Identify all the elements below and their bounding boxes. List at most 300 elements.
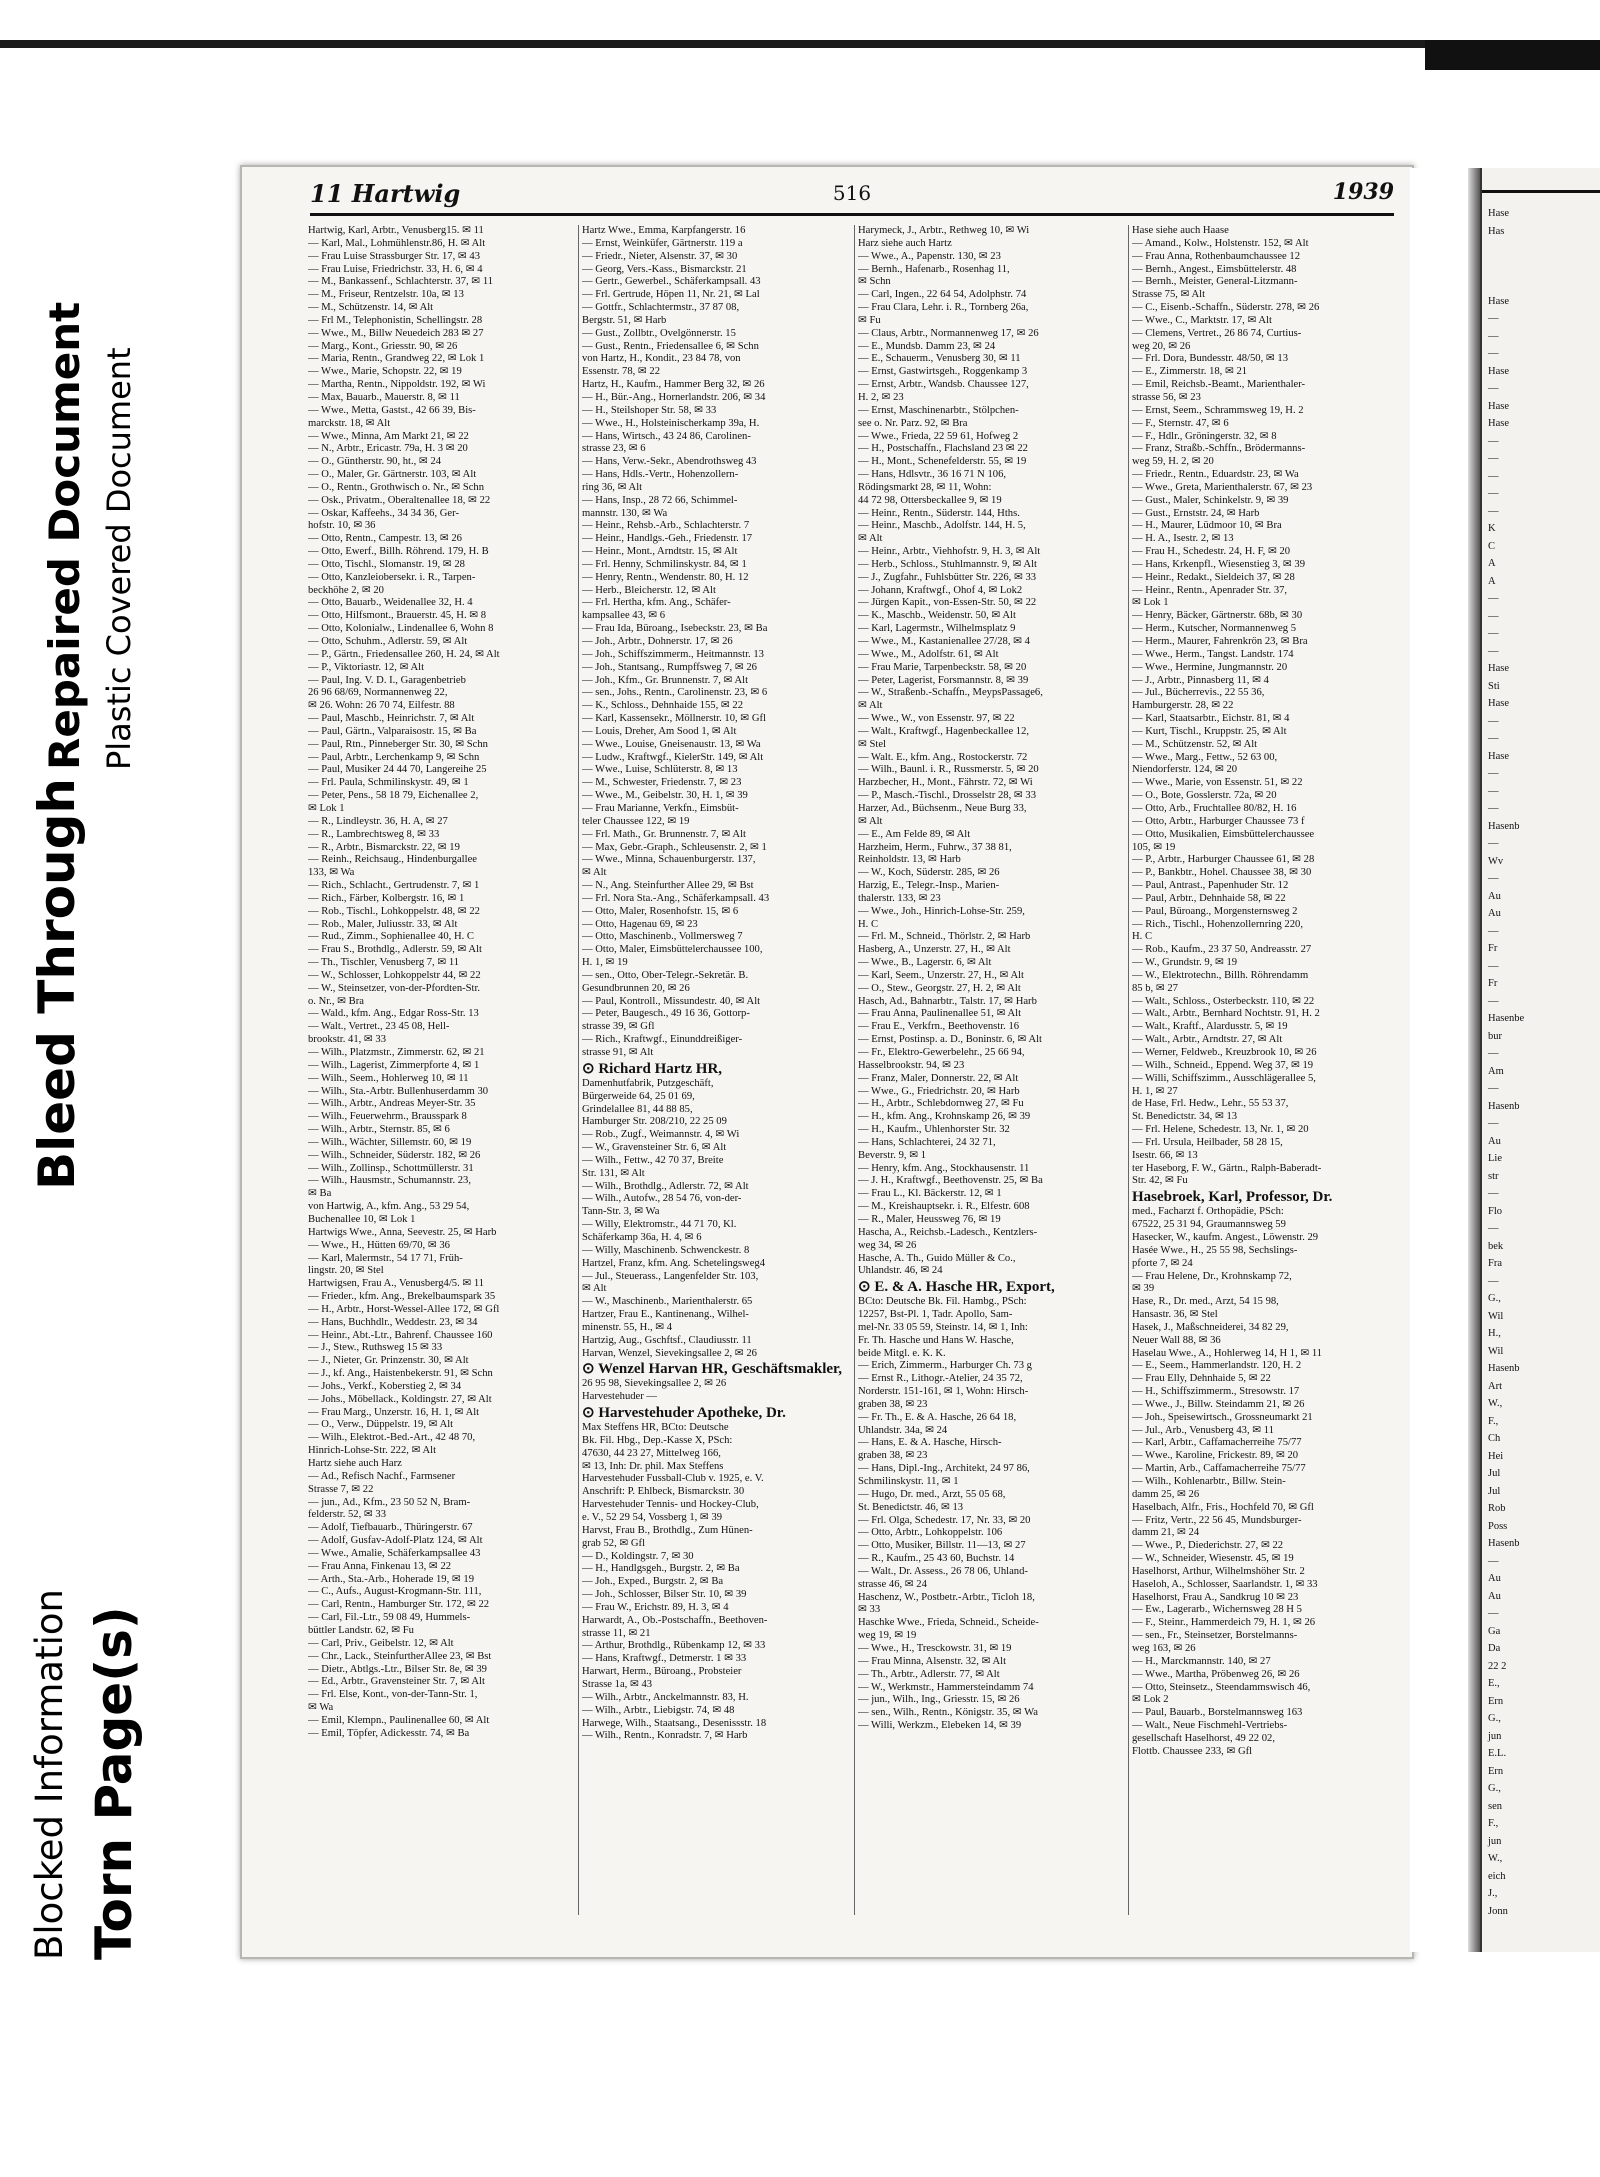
directory-entry: damm 21, ✉ 24 <box>1132 1527 1200 1539</box>
directory-entry: — Rob., Tischl., Lohkoppelstr. 48, ✉ 22 <box>308 905 480 917</box>
directory-entry: beide Mitgl. e. K. K. <box>858 1347 946 1359</box>
directory-entry: — Karl, Seem., Unzerstr. 27, H., ✉ Alt <box>858 969 1024 981</box>
directory-entry: Hasek, J., Maßschneiderei, 34 82 29, <box>1132 1321 1289 1333</box>
directory-entry: — Wilh., Kohlenarbtr., Billw. Stein- <box>1132 1476 1286 1487</box>
directory-entry: — Karl, Lagermstr., Wilhelmsplatz 9 <box>858 623 1016 635</box>
directory-entry: — R., Lindleystr. 36, H. A, ✉ 27 <box>308 815 448 827</box>
directory-entry: — Wald., kfm. Ang., Edgar Ross-Str. 13 <box>308 1008 479 1020</box>
next-page-fragment: Hase <box>1488 208 1509 219</box>
next-page-fragment: Poss <box>1488 1520 1508 1532</box>
directory-entry: — Otto, Maler, Rosenhofstr. 15, ✉ 6 <box>582 905 739 917</box>
directory-entry: — Maria, Rentn., Grandweg 22, ✉ Lok 1 <box>308 353 485 365</box>
directory-entry: Harvan, Wenzel, Sievekingsallee 2, ✉ 26 <box>582 1347 757 1359</box>
next-page-fragment: — <box>1488 715 1499 727</box>
next-page-fragment: bek <box>1488 1240 1504 1252</box>
directory-entry: Harvestehuder Tennis- und Hockey-Club, <box>582 1499 759 1511</box>
directory-entry: — W., Koch, Süderstr. 285, ✉ 26 <box>858 867 1000 879</box>
page-header <box>310 177 1394 216</box>
directory-entry: 67522, 25 31 94, Graumannsweg 59 <box>1132 1219 1286 1231</box>
directory-entry: de Hase, Frl. Hedw., Lehr., 55 53 37, <box>1132 1098 1289 1110</box>
next-page-fragment: — <box>1488 785 1499 797</box>
directory-entry: — Herm., Kutscher, Normannenweg 5 <box>1132 623 1297 635</box>
directory-entry: von Hartz, H., Kondit., 23 84 78, von <box>582 353 741 365</box>
directory-entry: — Ernst, Weinküfer, Gärtnerstr. 119 a <box>582 237 743 249</box>
directory-entry: — Wwe., Marie, von Essenstr. 51, ✉ 22 <box>1132 777 1303 789</box>
next-page-fragment: Wv <box>1488 855 1504 867</box>
directory-entry: — M., Schwester, Friedenstr. 7, ✉ 23 <box>582 777 742 789</box>
next-page-fragment: Hase <box>1488 295 1509 307</box>
label-blocked-information: Blocked Information <box>28 1589 71 1960</box>
directory-entry: — Emil, Reichsb.-Beamt., Marienthaler- <box>1132 379 1306 391</box>
directory-entry: — Oskar, Kaffeehs., 34 34 36, Ger- <box>308 507 459 519</box>
next-page-fragment: — <box>1488 330 1499 342</box>
directory-entry: Neuer Wall 88, ✉ 36 <box>1132 1334 1221 1346</box>
directory-entry: gesellschaft Haselhorst, 49 22 02, <box>1132 1732 1275 1744</box>
directory-entry: Hasebroek, Karl, Professor, Dr. <box>1132 1189 1333 1206</box>
directory-entry: Essenstr. 78, ✉ 22 <box>582 366 661 378</box>
directory-entry: — Otto, Schuhm., Adlerstr. 59, ✉ Alt <box>308 636 468 647</box>
directory-column-3 <box>858 225 1124 1915</box>
directory-entry: — Frau Marg., Unzerstr. 16, H. 1, ✉ Alt <box>308 1406 480 1418</box>
directory-entry: — Frl. Paula, Schmilinskystr. 49, ✉ 1 <box>308 777 469 789</box>
directory-entry: — sen., Wilh., Rentn., Königstr. 35, ✉ Wa <box>858 1707 1038 1719</box>
directory-entry: Beverstr. 9, ✉ 1 <box>858 1149 927 1161</box>
directory-entry: Niendorferstr. 124, ✉ 20 <box>1132 764 1238 776</box>
next-page-fragment: eich <box>1488 1870 1506 1882</box>
directory-entry: minenstr. 55, H., ✉ 4 <box>582 1321 673 1333</box>
directory-entry: — Franz, Straßb.-Schffn., Brödermanns- <box>1132 443 1306 455</box>
directory-entry: — Wilh., Arbtr., Sternstr. 85, ✉ 6 <box>308 1124 450 1136</box>
directory-entry: weg 59, H. 2, ✉ 20 <box>1132 456 1214 468</box>
next-page-edge <box>1480 168 1600 1952</box>
directory-entry: — Ernst, Maschinenarbtr., Stölpchen- <box>858 404 1019 416</box>
directory-entry: — Heinr., Redakt., Sieldeich 37, ✉ 28 <box>1132 571 1295 583</box>
directory-entry: — H., Schiffszimmerm., Stresowstr. 17 <box>1132 1386 1300 1398</box>
directory-entry: — Wilh., Hausmstr., Schumannstr. 23, <box>308 1175 471 1187</box>
directory-entry: — Joh., Exped., Burgstr. 2, ✉ Ba <box>582 1576 724 1588</box>
directory-entry: — Otto, Maler, Eimsbüttelerchaussee 100, <box>582 944 763 956</box>
directory-entry: — Willy, Elektromstr., 44 71 70, Kl. <box>582 1219 737 1231</box>
next-page-fragment: Au <box>1488 890 1501 902</box>
directory-entry: — Carl, Fil.-Ltr., 59 08 49, Hummels- <box>308 1612 471 1624</box>
directory-entry: Hartwigs Wwe., Anna, Seevestr. 25, ✉ Harb <box>308 1226 497 1238</box>
next-page-fragment: — <box>1488 628 1499 639</box>
next-page-fragment: Hase <box>1488 400 1509 412</box>
directory-entry: — Wwe., Metta, Gastst., 42 66 39, Bis- <box>308 404 476 416</box>
directory-entry: — Claus, Arbtr., Normannenweg 17, ✉ 26 <box>858 327 1039 339</box>
next-page-fragment: — <box>1488 960 1499 972</box>
directory-entry: H. 1, ✉ 19 <box>582 957 628 969</box>
directory-entry: Isestr. 66, ✉ 13 <box>1132 1149 1198 1161</box>
directory-entry: H. C <box>1132 931 1153 943</box>
directory-entry: H. 1, ✉ 27 <box>1132 1085 1178 1097</box>
directory-entry: — Wwe., Hermine, Jungmannstr. 20 <box>1132 661 1288 673</box>
next-page-fragment: 22 2 <box>1488 1660 1507 1672</box>
directory-entry: — Th., Arbtr., Adlerstr. 77, ✉ Alt <box>858 1668 1000 1680</box>
directory-entry: — H., Maurer, Lüdmoor 10, ✉ Bra <box>1132 520 1282 532</box>
directory-entry: 26 96 68/69, Normannenweg 22, <box>308 687 448 699</box>
next-page-fragment: — <box>1488 873 1499 884</box>
next-page-fragment: — <box>1488 470 1499 482</box>
directory-entry: — Walt., Arbtr., Bernhard Nochtstr. 91, H. 2 <box>1132 1008 1320 1020</box>
directory-entry: — Otto, Ewerf., Billh. Röhrend. 179, H. B <box>308 546 489 558</box>
directory-entry: — Hans, Wirtsch., 43 24 86, Carolinen- <box>582 430 751 442</box>
next-page-fragment: E., <box>1488 1678 1500 1689</box>
directory-entry: — Frau H., Schedestr. 24, H. F, ✉ 20 <box>1132 546 1291 558</box>
next-page-fragment: Wil <box>1488 1345 1504 1357</box>
page-gutter-shadow <box>1468 168 1480 1952</box>
directory-entry: — J., Zugfahr., Fuhlsbütter Str. 226, ✉ 33 <box>858 571 1037 583</box>
next-page-fragment: Ga <box>1488 1625 1501 1637</box>
next-page-fragment: — <box>1488 1048 1499 1059</box>
directory-entry: Haselhorst, Frau A., Sandkrug 10 ✉ 23 <box>1132 1591 1299 1603</box>
directory-entry: — Paul, Kontroll., Missundestr. 40, ✉ Alt <box>582 995 761 1007</box>
directory-entry: — Wwe., P., Diederichstr. 27, ✉ 22 <box>1132 1540 1284 1552</box>
directory-entry: Harz siehe auch Hartz <box>858 237 952 249</box>
directory-entry: — E., Am Felde 89, ✉ Alt <box>858 828 971 840</box>
directory-entry: Haselau Wwe., A., Hohlerweg 14, H 1, ✉ 11 <box>1132 1347 1323 1359</box>
directory-entry: Uhlandstr. 34a, ✉ 24 <box>858 1424 948 1436</box>
directory-entry: — Rud., Zimm., Sophienallee 40, H. C <box>308 931 474 943</box>
directory-entry: Harvst, Frau B., Brothdlg., Zum Hünen- <box>582 1524 753 1536</box>
directory-entry: — Otto, Kanzleiobersekr. i. R., Tarpen- <box>308 571 476 583</box>
directory-entry: — Walt. E., kfm. Ang., Rostockerstr. 72 <box>858 751 1028 763</box>
directory-entry: — sen., Johs., Rentn., Carolinenstr. 23, ✉ 6 <box>582 687 768 699</box>
directory-entry: weg 20, ✉ 26 <box>1132 340 1191 352</box>
directory-entry: — F., Sternstr. 47, ✉ 6 <box>1132 417 1229 429</box>
directory-entry: — W., Straßenb.-Schaffn., MeypsPassage6, <box>858 687 1043 699</box>
directory-entry: — Bernh., Hafenarb., Rosenhag 11, <box>858 263 1010 275</box>
directory-entry: — Frl. Olga, Schedestr. 17, Nr. 33, ✉ 20 <box>858 1514 1031 1526</box>
next-page-fragment: — <box>1488 1555 1499 1567</box>
next-page-fragment: G., <box>1488 1293 1501 1304</box>
next-page-fragment: — <box>1488 313 1499 324</box>
directory-entry: — Frau Clara, Lehr. i. R., Tornberg 26a, <box>858 302 1029 314</box>
directory-entry: — Wilh., Schneider, Süderstr. 182, ✉ 26 <box>308 1149 481 1161</box>
directory-entry: — Rob., Maler, Juliusstr. 33, ✉ Alt <box>308 918 458 930</box>
directory-entry: H. C <box>858 918 879 930</box>
directory-entry: — Peter, Baugesch., 49 16 36, Gottorp- <box>582 1008 750 1020</box>
scanner-top-border <box>0 40 1600 48</box>
directory-entry: — Wilh., Autofw., 28 54 76, von-der- <box>582 1193 742 1205</box>
directory-entry: — Ernst, Seem., Schrammsweg 19, H. 2 <box>1132 404 1304 416</box>
directory-entry: — Heinr., Arbtr., Viehhofstr. 9, H. 3, ✉ Alt <box>858 546 1041 558</box>
directory-entry: — R., Lambrechtsweg 8, ✉ 33 <box>308 828 440 840</box>
directory-entry: Hartzel, Franz, kfm. Ang. Schetelingsweg4 <box>582 1257 765 1269</box>
directory-entry: ✉ Lok 1 <box>308 802 345 814</box>
directory-entry: — Heinr., Rentn., Süderstr. 144, Hths. <box>858 507 1020 519</box>
directory-entry: — Rob., Kaufm., 23 37 50, Andreasstr. 27 <box>1132 944 1312 956</box>
directory-entry: — Wwe., M., Billw Neuedeich 283 ✉ 27 <box>308 327 484 339</box>
directory-entry: — Gust., Maler, Schinkelstr. 9, ✉ 39 <box>1132 494 1289 506</box>
directory-entry: — Hugo, Dr. med., Arzt, 55 05 68, <box>858 1488 1006 1500</box>
directory-entry: — P., Gärtn., Friedensallee 260, H. 24, ✉ Alt <box>308 648 500 660</box>
directory-entry: — Wwe., Amalie, Schäferkampsallee 43 <box>308 1547 481 1559</box>
directory-entry: — Johs., Verkf., Koberstieg 2, ✉ 34 <box>308 1380 462 1392</box>
directory-entry: — Henry, kfm. Ang., Stockhausenstr. 11 <box>858 1162 1030 1174</box>
directory-entry: — Wwe., Luise, Schlüterstr. 8, ✉ 13 <box>582 764 738 776</box>
directory-entry: — Frau L., Kl. Bäckerstr. 12, ✉ 1 <box>858 1188 1002 1200</box>
directory-entry: strasse 11, ✉ 21 <box>582 1627 651 1639</box>
directory-entry: Haseloh, A., Schlosser, Saarlandstr. 1, ✉ 33 <box>1132 1578 1318 1590</box>
directory-entry: — Peter, Lagerist, Forsmannstr. 8, ✉ 39 <box>858 674 1029 686</box>
directory-entry: — Wilh., Lagerist, Zimmerpforte 4, ✉ 1 <box>308 1059 480 1071</box>
directory-entry: — Frau Anna, Paulinenallee 51, ✉ Alt <box>858 1008 1022 1020</box>
directory-entry: — Herm., Maurer, Fahrenkrön 23, ✉ Bra <box>1132 636 1308 647</box>
directory-column-2 <box>582 225 848 1915</box>
directory-entry: — H., Handlgsgeh., Burgstr. 2, ✉ Ba <box>582 1563 740 1575</box>
next-page-fragment: Hasenbe <box>1488 1013 1525 1024</box>
directory-entry: Bk. Fil. Hbg., Dep.-Kasse X, PSch: <box>582 1434 733 1446</box>
directory-entry: — Herb., Schloss., Stuhlmannstr. 9, ✉ Alt <box>858 558 1037 570</box>
next-page-fragment: Hase <box>1488 418 1509 429</box>
directory-entry: — J., Stew., Ruthsweg 15 ✉ 33 <box>308 1342 443 1354</box>
next-page-fragment: A <box>1488 575 1496 587</box>
directory-entry: 85 b, ✉ 27 <box>1132 982 1178 994</box>
directory-entry: — Wilh., Zollinsp., Schottmüllerstr. 31 <box>308 1162 474 1174</box>
directory-entry: — Wwe., Martha, Pröbenweg 26, ✉ 26 <box>1132 1668 1300 1680</box>
next-page-fragment: — <box>1488 1275 1499 1287</box>
directory-entry: — Frau S., Brothdlg., Adlerstr. 59, ✉ Alt <box>308 944 482 956</box>
next-page-fragment: H., <box>1488 1328 1501 1339</box>
directory-entry: — Walt., Schloss., Osterbeckstr. 110, ✉ 22 <box>1132 995 1315 1007</box>
directory-entry: — Wwe., Greta, Marienthalerstr. 67, ✉ 23 <box>1132 481 1313 493</box>
directory-entry: Anschrift: P. Ehlbeck, Bismarckstr. 30 <box>582 1486 745 1498</box>
directory-entry: — Gottfr., Schlachtermstr., 37 87 08, <box>582 302 740 314</box>
directory-entry: — P., Arbtr., Harburger Chaussee 61, ✉ 28 <box>1132 854 1315 866</box>
directory-entry: weg 34, ✉ 26 <box>858 1239 917 1251</box>
directory-entry: — Paul, Rtn., Pinneberger Str. 30, ✉ Schn <box>308 738 488 750</box>
directory-entry: — Jul., Steuerass., Langenfelder Str. 103, <box>582 1270 759 1282</box>
directory-entry: Hansastr. 36, ✉ Stel <box>1132 1309 1218 1321</box>
directory-entry: hofstr. 10, ✉ 36 <box>308 520 376 532</box>
directory-entry: felderstr. 52, ✉ 33 <box>308 1509 387 1521</box>
directory-entry: — jun., Wilh., Ing., Griesstr. 15, ✉ 26 <box>858 1694 1020 1706</box>
directory-entry: — Paul, Arbtr., Dehnhaide 58, ✉ 22 <box>1132 892 1286 904</box>
directory-entry: — Wilh., Fettw., 42 70 37, Breite <box>582 1154 724 1166</box>
directory-entry: ✉ 39 <box>1132 1283 1155 1295</box>
directory-entry: — Carl, Rentn., Hamburger Str. 172, ✉ 22 <box>308 1599 490 1611</box>
directory-entry: — Willi, Werkzm., Elebeken 14, ✉ 39 <box>858 1720 1022 1732</box>
directory-entry: — Karl, Kassensekr., Möllnerstr. 10, ✉ Gfl <box>582 713 766 725</box>
directory-entry: Haselhorst, Arthur, Wilhelmshöher Str. 2 <box>1132 1565 1305 1577</box>
directory-entry: — H., Postschaffn., Flachsland 23 ✉ 22 <box>858 443 1028 455</box>
next-page-fragment: — <box>1488 838 1499 849</box>
directory-entry: — Wwe., Marg., Fettw., 52 63 00, <box>1132 751 1278 763</box>
directory-entry: Hartwigsen, Frau A., Venusberg4/5. ✉ 11 <box>308 1278 485 1290</box>
directory-entry: — Adolf, Tiefbauarb., Thüringerstr. 67 <box>308 1522 473 1534</box>
directory-entry: — Hans, Dipl.-Ing., Architekt, 24 97 86, <box>858 1463 1030 1475</box>
directory-entry: Reinholdstr. 13, ✉ Harb <box>858 854 961 866</box>
directory-entry: — Hans, Verw.-Sekr., Abendrothsweg 43 <box>582 456 757 468</box>
directory-entry: — F., Hdlr., Gröningerstr. 32, ✉ 8 <box>1132 430 1277 442</box>
next-page-fragment: — <box>1488 1083 1499 1094</box>
directory-entry: — W., Werkmstr., Hammersteindamm 74 <box>858 1681 1034 1693</box>
directory-entry: — Henry, Bäcker, Gärtnerstr. 68b, ✉ 30 <box>1132 610 1303 622</box>
next-page-fragment: — <box>1488 645 1499 657</box>
directory-entry: — Frau Elly, Dehnhaide 5, ✉ 22 <box>1132 1373 1271 1385</box>
directory-entry: Hamburgerstr. 28, ✉ 22 <box>1132 700 1234 712</box>
directory-entry: — Joh., Arbtr., Dohnerstr. 17, ✉ 26 <box>582 636 733 647</box>
directory-entry: — Wilh., Seem., Hohlerweg 10, ✉ 11 <box>308 1072 469 1084</box>
directory-entry: — Rich., Schlacht., Gertrudenstr. 7, ✉ 1 <box>308 880 480 892</box>
directory-entry: — C., Aufs., August-Krogmann-Str. 111, <box>308 1586 482 1598</box>
next-page-fragment: — <box>1488 488 1499 499</box>
directory-entry: — sen., Otto, Ober-Telegr.-Sekretär. B. <box>582 969 749 981</box>
directory-entry: St. Benedictstr. 46, ✉ 13 <box>858 1501 964 1513</box>
next-page-fragment: — <box>1488 1608 1499 1619</box>
next-page-fragment: Au <box>1488 1135 1501 1147</box>
directory-entry: — Gertr., Gewerbel., Schäferkampsall. 43 <box>582 276 761 288</box>
directory-entry: — Fr., Elektro-Gewerbelehr., 25 66 94, <box>858 1047 1025 1058</box>
directory-entry: Haschenz, W., Postbetr.-Arbtr., Ticloh 18, <box>858 1591 1035 1603</box>
directory-entry: Hasche, A. Th., Guido Müller & Co., <box>858 1252 1016 1264</box>
directory-entry: teler Chaussee 122, ✉ 19 <box>582 815 690 827</box>
directory-entry: — W., Elektrotechn., Billh. Röhrendamm <box>1132 969 1309 981</box>
directory-entry: — Frl. Helene, Schedestr. 13, Nr. 1, ✉ 20 <box>1132 1124 1309 1136</box>
directory-entry: — sen., Fr., Steinsetzer, Borstelmanns- <box>1132 1630 1298 1642</box>
directory-entry: — M., Schützenstr. 14, ✉ Alt <box>308 302 434 314</box>
directory-entry: Harzbecher, H., Mont., Fährstr. 72, ✉ Wi <box>858 777 1033 789</box>
directory-entry: — Ad., Refisch Nachf., Farmsener <box>308 1470 456 1482</box>
directory-entry: Hasée Wwe., H., 25 55 98, Sechslings- <box>1132 1244 1298 1256</box>
directory-entry: — Heinr., Rentn., Apenrader Str. 37, <box>1132 584 1288 596</box>
next-page-fragment: F., <box>1488 1818 1499 1829</box>
directory-entry: — O., Rentn., Grothwisch o. Nr., ✉ Schn <box>308 481 485 493</box>
directory-entry: — Hans, E. & A. Hasche, Hirsch- <box>858 1437 1002 1449</box>
directory-entry: brookstr. 41, ✉ 33 <box>308 1034 387 1046</box>
directory-entry: — Osk., Privatm., Oberaltenallee 18, ✉ 22 <box>308 494 491 506</box>
directory-entry: — Walt., Kraftf., Alardusstr. 5, ✉ 19 <box>1132 1021 1288 1033</box>
page-header-name: 11 Hartwig <box>310 179 461 208</box>
directory-entry: ✉ Fu <box>858 314 881 326</box>
directory-entry: — Joh., Schiffszimmerm., Heitmannstr. 13 <box>582 648 764 660</box>
directory-entry: — Frieder., kfm. Ang., Brekelbaumspark 35 <box>308 1291 496 1303</box>
directory-entry: Strasse 7, ✉ 22 <box>308 1483 374 1495</box>
directory-entry: Tann-Str. 3, ✉ Wa <box>582 1206 660 1218</box>
directory-entry: Hase siehe auch Haase <box>1132 225 1229 236</box>
directory-entry: — Wwe., G., Friedrichstr. 20, ✉ Harb <box>858 1085 1020 1097</box>
directory-entry: — Frl. Henny, Schmilinskystr. 84, ✉ 1 <box>582 558 747 570</box>
directory-entry: — Paul, Bauarb., Borstelmannsweg 163 <box>1132 1707 1303 1719</box>
next-page-fragment: Wil <box>1488 1310 1504 1322</box>
label-repaired-document: Repaired Document <box>40 301 89 770</box>
directory-entry: ⊙ Wenzel Harvan HR, Geschäftsmakler, <box>582 1361 843 1378</box>
directory-entry: — H., Kaufm., Uhlenhorster Str. 32 <box>858 1124 1010 1136</box>
next-page-header-rule <box>1482 190 1600 193</box>
directory-entry: — Frl. Hertha, kfm. Ang., Schäfer- <box>582 597 731 609</box>
directory-entry: — Joh., Stantsang., Rumpffsweg 7, ✉ 26 <box>582 661 757 673</box>
directory-entry: Hasselbrookstr. 94, ✉ 23 <box>858 1059 965 1071</box>
directory-entry: — Paul, Musiker 24 44 70, Langereihe 25 <box>308 764 487 776</box>
directory-entry: — Frau Anna, Finkenau 13, ✉ 22 <box>308 1560 452 1572</box>
next-page-fragment: — <box>1488 505 1499 517</box>
directory-entry: — Willi, Schiffszimm., Ausschlägerallee 5, <box>1132 1072 1316 1084</box>
directory-entry: H. 2, ✉ 23 <box>858 391 904 403</box>
directory-entry: — Ed., Arbtr., Gravensteiner Str. 7, ✉ Alt <box>308 1676 485 1688</box>
directory-entry: ⊙ Harvestehuder Apotheke, Dr. <box>582 1405 786 1422</box>
next-page-fragment: Jonn <box>1488 1905 1508 1917</box>
directory-entry: — Heinr., Rehsb.-Arb., Schlachterstr. 7 <box>582 520 750 532</box>
directory-entry: — Karl, Staatsarbtr., Eichstr. 81, ✉ 4 <box>1132 713 1290 725</box>
directory-entry: — Joh., Speisewirtsch., Grossneumarkt 21 <box>1132 1411 1313 1423</box>
next-page-fragment: sen <box>1488 1800 1502 1812</box>
directory-entry: — R., Maler, Heussweg 76, ✉ 19 <box>858 1213 1001 1225</box>
directory-entry: — F., Steinr., Hammerdeich 79, H. 1, ✉ 26 <box>1132 1617 1316 1629</box>
directory-entry: — Paul, Gärtn., Valparaisostr. 15, ✉ Ba <box>308 725 477 737</box>
directory-entry: med., Facharzt f. Orthopädie, PSch: <box>1132 1206 1284 1218</box>
directory-entry: — Peter, Pens., 58 18 79, Eichenallee 2, <box>308 790 479 802</box>
directory-entry: — Fr. Th., E. & A. Hasche, 26 64 18, <box>858 1411 1017 1423</box>
directory-entry: — Frl. Else, Kont., von-der-Tann-Str. 1, <box>308 1689 478 1701</box>
directory-entry: — Otto, Kolonialw., Lindenallee 6, Wohn 8 <box>308 623 494 635</box>
directory-entry: — W., Grundstr. 9, ✉ 19 <box>1132 957 1238 969</box>
directory-entry: Hamburger Str. 208/210, 22 25 09 <box>582 1116 727 1128</box>
next-page-fragment: Hasenb <box>1488 1100 1520 1112</box>
directory-entry: — W., Steinsetzer, von-der-Pfordten-Str. <box>308 982 481 994</box>
directory-entry: — Jul., Bücherrevis., 22 55 36, <box>1132 687 1265 699</box>
next-page-fragment: W., <box>1488 1853 1503 1864</box>
directory-entry: — Walt., Arbtr., Arndtstr. 27, ✉ Alt <box>1132 1034 1283 1046</box>
directory-entry: strasse 91, ✉ Alt <box>582 1047 654 1058</box>
next-page-fragment: Fr <box>1488 943 1498 954</box>
directory-entry: Harvestehuder Fussball-Club v. 1925, e. V. <box>582 1473 764 1485</box>
directory-entry: von Hartwig, A., kfm. Ang., 53 29 54, <box>308 1201 470 1213</box>
directory-entry: — Wilh., Feuerwehrm., Brausspark 8 <box>308 1111 467 1123</box>
directory-entry: — Walt., Neue Fischmehl-Vertriebs- <box>1132 1720 1288 1732</box>
next-page-fragment: — <box>1488 1188 1499 1199</box>
directory-entry: — Otto, Steinsetz., Steendammswisch 46, <box>1132 1681 1311 1693</box>
directory-entry: Gesundbrunnen 20, ✉ 26 <box>582 982 690 994</box>
directory-entry: Harwege, Wilh., Staatsang., Desenissstr. 18 <box>582 1717 767 1729</box>
next-page-fragment: bur <box>1488 1030 1502 1042</box>
directory-entry: — Marg., Kont., Griesstr. 90, ✉ 26 <box>308 340 458 352</box>
next-page-fragment: str <box>1488 1170 1499 1182</box>
directory-entry: — J., Nieter, Gr. Prinzenstr. 30, ✉ Alt <box>308 1355 469 1367</box>
directory-entry: strasse 23, ✉ 6 <box>582 443 646 455</box>
directory-entry: — Ernst R., Lithogr.-Atelier, 24 35 72, <box>858 1373 1023 1385</box>
directory-entry: — Hans, Hdls.-Vertr., Hohenzollern- <box>582 469 739 481</box>
directory-entry: — Wilh., Arbtr., Liebigstr. 74, ✉ 48 <box>582 1704 735 1716</box>
directory-entry: — Paul, Büroang., Morgensternsweg 2 <box>1132 905 1298 917</box>
directory-entry: — Frau Luise Strassburger Str. 17, ✉ 43 <box>308 250 480 262</box>
directory-entry: — Friedr., Rentn., Eduardstr. 23, ✉ Wa <box>1132 469 1299 481</box>
directory-entry: Damenhutfabrik, Putzgeschäft, <box>582 1077 714 1089</box>
directory-entry: — Max, Bauarb., Mauerstr. 8, ✉ 11 <box>308 391 460 403</box>
directory-entry: — Ew., Lagerarb., Wichernsweg 28 H 5 <box>1132 1604 1302 1616</box>
directory-entry: — Wilh., Wächter, Sillemstr. 60, ✉ 19 <box>308 1136 472 1148</box>
next-page-fragment: Has <box>1488 225 1505 237</box>
directory-entry: — Rich., Kraftwgf., Einunddreißiger- <box>582 1034 743 1046</box>
directory-entry: — Otto, Rentn., Campestr. 13, ✉ 26 <box>308 533 462 545</box>
directory-entry: — Hans, Insp., 28 72 66, Schimmel- <box>582 494 738 506</box>
next-page-fragment: Ern <box>1488 1695 1504 1707</box>
directory-entry: ✉ Alt <box>858 815 883 827</box>
directory-entry: Grindelallee 81, 44 88 85, <box>582 1103 693 1115</box>
directory-entry: Hartz, H., Kaufm., Hammer Berg 32, ✉ 26 <box>582 379 765 391</box>
directory-entry: — O., Bote, Gosslerstr. 72a, ✉ 20 <box>1132 790 1277 802</box>
directory-entry: — Wwe., M., Adolfstr. 61, ✉ Alt <box>858 648 999 660</box>
next-page-fragment: Ern <box>1488 1765 1504 1777</box>
directory-entry: — Otto, Hilfsmont., Brauerstr. 45, H. ✉ 8 <box>308 610 487 622</box>
directory-entry: Hasch, Ad., Bahnarbtr., Talstr. 17, ✉ Harb <box>858 995 1037 1007</box>
directory-entry: — Rich., Färber, Kolbergstr. 16, ✉ 1 <box>308 892 465 904</box>
directory-column-1 <box>308 225 574 1915</box>
directory-entry: — Wilh., Elektrot.-Bed.-Art., 42 48 70, <box>308 1432 476 1444</box>
directory-entry: — Fritz, Vertr., 22 56 45, Mundsburger- <box>1132 1514 1302 1526</box>
directory-entry: — Wwe., Herm., Tangst. Landstr. 174 <box>1132 648 1294 660</box>
directory-entry: kampsallee 43, ✉ 6 <box>582 610 666 622</box>
